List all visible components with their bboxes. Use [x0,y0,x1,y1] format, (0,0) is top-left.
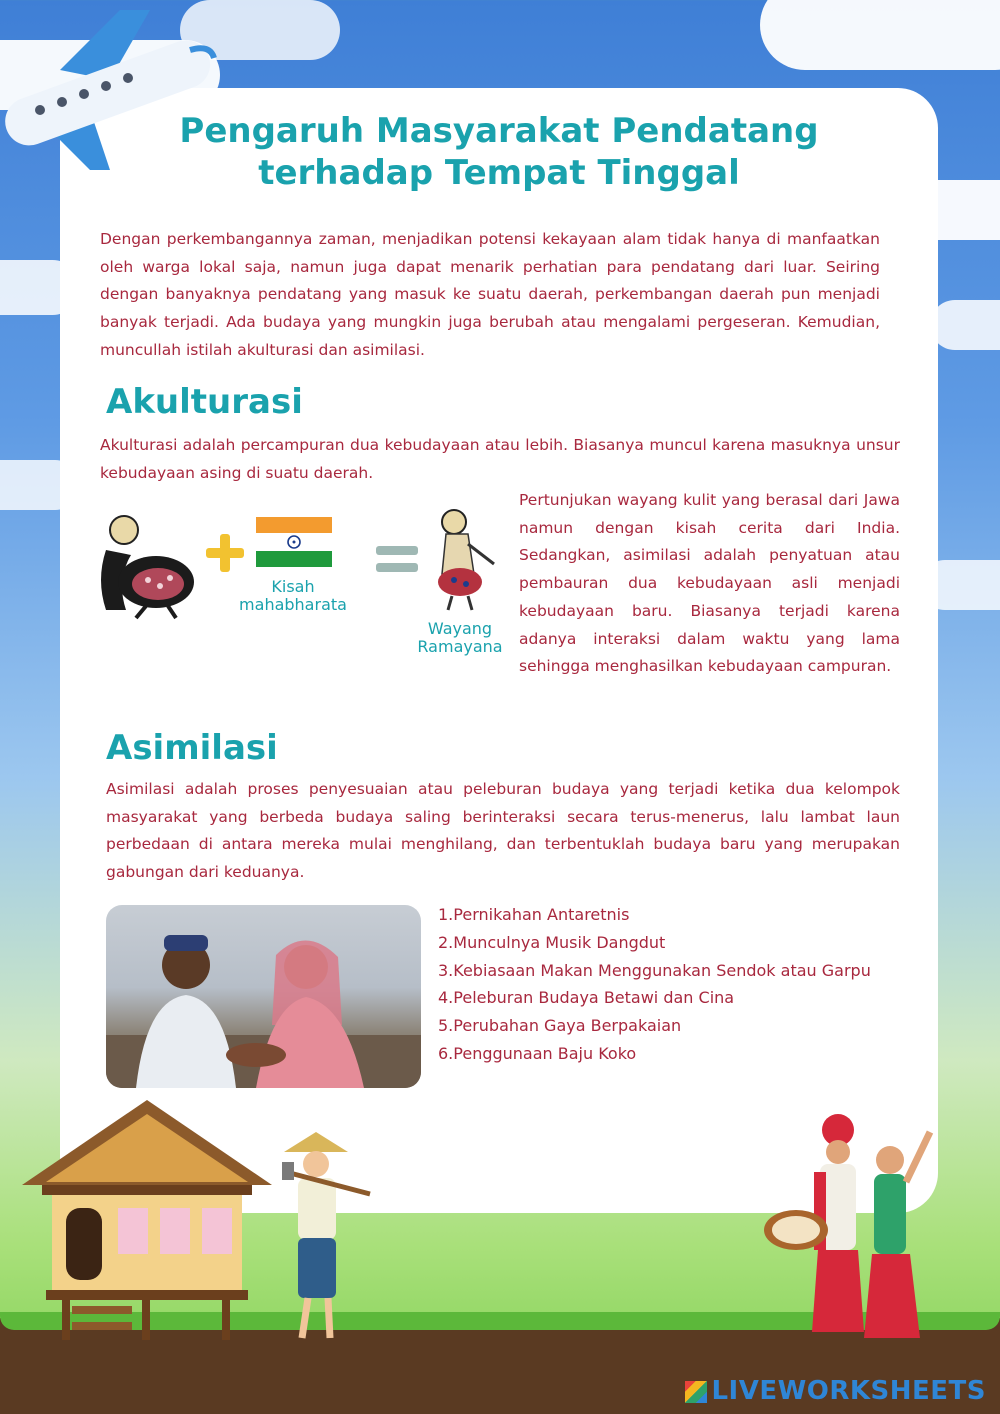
watermark-text: LIVEWORKSHEETS [711,1376,986,1406]
intro-paragraph: Dengan perkembangannya zaman, menjadikan potensi kekayaan alam tidak hanya di manfaatkan oleh warga lokal saja, namun juga dapat menarik perhatian para pendatang dari luar. Seiring dengan banyaknya pendatang yang masuk ke suatu daerah, perkembangan daerah pun menjadi banyak terjadi. Ada budaya yang mungkin juga berubah atau mengalami pergeseran. Kemudian, muncullah istilah akulturasi dan asimilasi. [100,230,880,359]
list-item: 6.Penggunaan Baju Koko [438,1043,637,1063]
asimilasi-heading: Asimilasi [106,728,278,768]
cloud-top-right [760,0,1000,70]
list-item: 3.Kebiasaan Makan Menggunakan Sendok atau Garpu [438,960,871,980]
akulturasi-definition: Akulturasi adalah percampuran dua kebudayaan atau lebih. Biasanya muncul karena masuknya unsur kebudayaan asing di suatu daerah. [100,436,900,482]
wayang-ramayana-caption: Wayang Ramayana [417,619,503,656]
watermark-logo-icon [685,1381,707,1403]
dancers-icon [760,1112,950,1352]
title-line-2: terhadap Tempat Tinggal [258,153,740,193]
list-item: 1.Pernikahan Antaretnis [438,905,630,924]
akulturasi-heading: Akulturasi [106,382,303,422]
list-item: 2.Munculnya Musik Dangdut [438,932,666,952]
list-item: 4.Peleburan Budaya Betawi dan Cina [438,988,735,1008]
asimilasi-definition: Asimilasi adalah proses penyesuaian atau peleburan budaya yang terjadi ketika dua kelompok masyarakat yang berbeda budaya saling berinteraksi secara terus-menerus, lalu lambat laun perbedaan di antara mereka mulai menghilang, dan terbentuklah budaya baru yang merupakan gabungan dari keduanya. [106,780,900,882]
interethnic-couple-photo [106,905,421,1088]
couple-illustration [106,905,421,1088]
asimilasi-examples-list [438,901,871,1068]
cloud-right-2 [930,300,1000,350]
title-line-1: Pengaruh Masyarakat Pendatang [179,111,819,151]
farmer-icon [276,1132,372,1348]
plus-icon [204,532,246,574]
traditional-house-icon [22,1100,272,1340]
wayang-ramayana-icon [424,504,504,614]
liveworksheets-watermark [685,1376,986,1406]
equals-icon [376,544,418,574]
kisah-mahabharata-caption: Kisah mahabharata [239,577,347,614]
page-title [60,110,938,194]
list-item: 5.Perubahan Gaya Berpakaian [438,1016,682,1036]
akulturasi-side-text: Pertunjukan wayang kulit yang berasal dari Jawa namun dengan kisah cerita dari India. Sedangkan, asimilasi adalah penyatuan atau pembauran dua kebudayaan asli menjadi kebudayaan baru. Biasanya terjadi karena adanya interaksi dalam waktu yang lama sehingga menghasilkan kebudayaan campuran. [519,491,900,676]
wayang-kulit-icon [86,510,206,620]
india-flag-icon [256,517,332,567]
